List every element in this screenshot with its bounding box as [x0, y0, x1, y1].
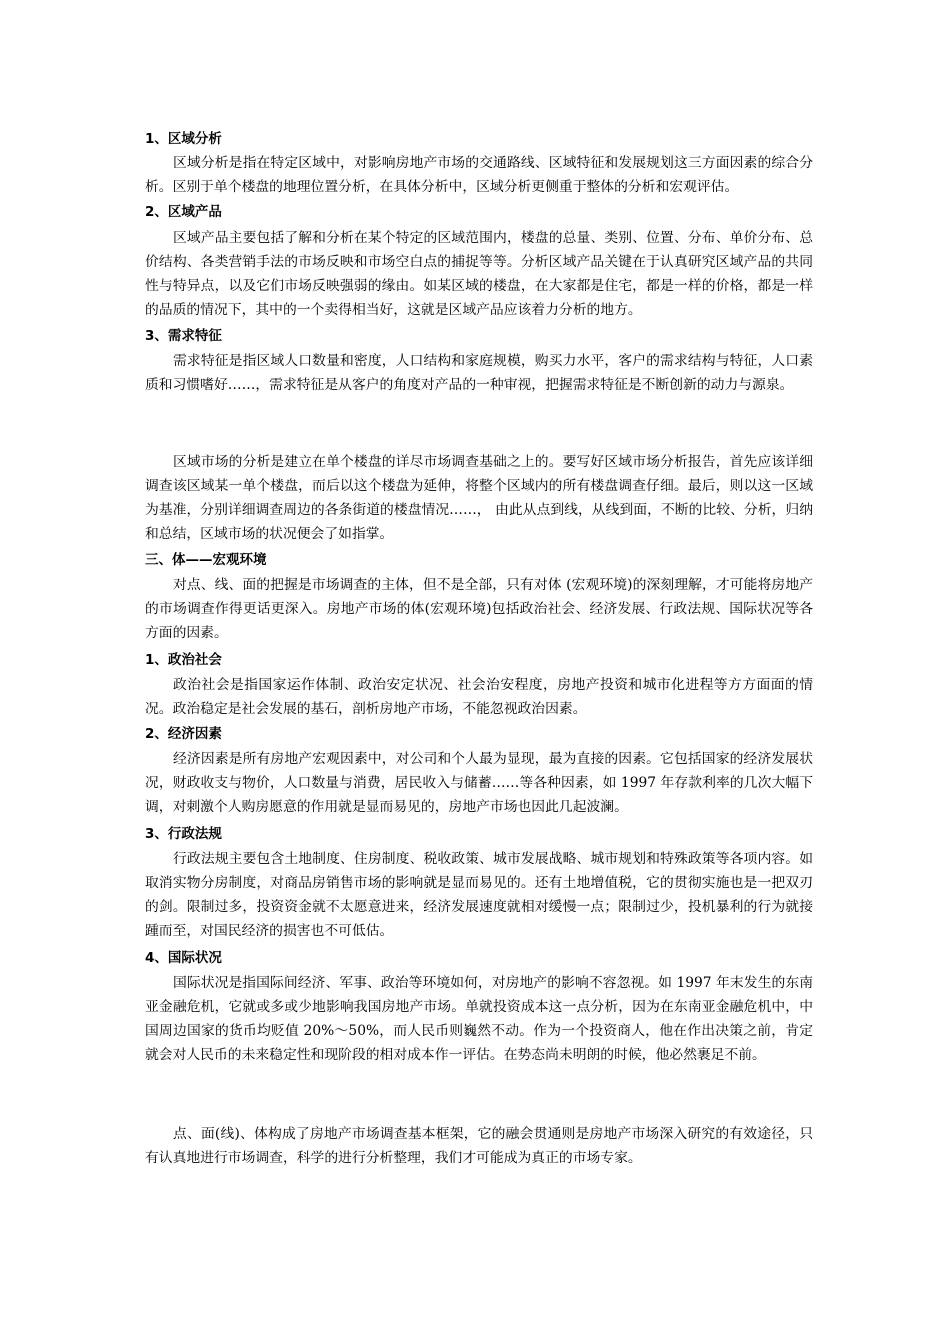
paragraph-international-situation: 国际状况是指国际间经济、军事、政治等环境如何，对房地产的影响不容忽视。如 1997 年末发生的东南亚金融危机，它就或多或少地影响我国房地产市场。单就投资成本这一点分析，因为在东南亚金融危机中，中国周边国家的货币均贬值 20%～50%，而人民币则巍然不动。作为一个投资商人，他在作出决策之前，肯定就会对人民币的未来稳定性和现阶段的相对成本作一评估。在势态尚未明朗的时候，他必然裹足不前。 [145, 975, 813, 1063]
paragraph-regional-analysis: 区域分析是指在特定区域中，对影响房地产市场的交通路线、区域特征和发展规划这三方面因素的综合分析。区别于单个楼盘的地理位置分析，在具体分析中，区域分析更侧重于整体的分析和宏观评估。 [145, 155, 813, 195]
section-heading-regional-products: 2、区域产品 [145, 204, 222, 220]
section-heading-international-situation: 4、国际状况 [145, 950, 222, 966]
paragraph-politics-society: 政治社会是指国家运作体制、政治安定状况、社会治安程度，房地产投资和城市化进程等方方面面的情况。政治稳定是社会发展的基石，剖析房地产市场，不能忽视政治因素。 [145, 677, 813, 717]
section-heading-administrative-regulations: 3、行政法规 [145, 826, 222, 842]
paragraph-macro-environment: 对点、线、面的把握是市场调查的主体，但不是全部，只有对体 (宏观环境)的深刻理解，才可能将房地产的市场调查作得更话更深入。房地产市场的体(宏观环境)包括政治社会、经济发展、行政法规、国际状况等各方面的因素。 [145, 577, 813, 641]
paragraph-administrative-regulations: 行政法规主要包含土地制度、住房制度、税收政策、城市发展战略、城市规划和特殊政策等各项内容。如取消实物分房制度，对商品房销售市场的影响就是显而易见的。还有土地增值税，它的贯彻实施也是一把双刃的剑。限制过多，投资资金就不太愿意进来，经济发展速度就相对缓慢一点；限制过少，投机暴利的行为就接踵而至，对国民经济的损害也不可低估。 [145, 851, 813, 939]
section-heading-demand-features: 3、需求特征 [145, 328, 222, 344]
section-heading-regional-analysis: 1、区域分析 [145, 131, 222, 147]
paragraph-regional-products: 区域产品主要包括了解和分析在某个特定的区域范围内，楼盘的总量、类别、位置、分布、单价分布、总价结构、各类营销手法的市场反映和市场空白点的捕捉等等。分析区域产品关键在于认真研究区域产品的共同性与特异点，以及它们市场反映强弱的缘由。如某区域的楼盘，在大家都是住宅，都是一样的价格，都是一样的品质的情况下，其中的一个卖得相当好，这就是区域产品应该着力分析的地方。 [145, 230, 813, 318]
section-heading-politics-society: 1、政治社会 [145, 652, 222, 668]
paragraph-conclusion: 点、面(线)、体构成了房地产市场调查基本框架，它的融会贯通则是房地产市场深入研究的有效途径，只有认真地进行市场调查，科学的进行分析整理，我们才可能成为真正的市场专家。 [145, 1126, 813, 1166]
paragraph-regional-market: 区域市场的分析是建立在单个楼盘的详尽市场调查基础之上的。要写好区域市场分析报告，首先应该详细调查该区域某一单个楼盘，而后以这个楼盘为延伸，将整个区域内的所有楼盘调查仔细。最后，则以这一区域为基准，分别详细调查周边的各条街道的楼盘情况……， 由此从点到线，从线到面，不断的比较、分析，归纳和总结，区域市场的状况便会了如指掌。 [145, 454, 813, 542]
section-heading-macro-environment: 三、体——宏观环境 [145, 552, 267, 568]
section-heading-economic-factors: 2、经济因素 [145, 726, 222, 742]
paragraph-demand-features: 需求特征是指区域人口数量和密度，人口结构和家庭规模，购买力水平，客户的需求结构与特征，人口素质和习惯嗜好……，需求特征是从客户的角度对产品的一种审视，把握需求特征是不断创新的动力与源泉。 [145, 353, 813, 393]
paragraph-economic-factors: 经济因素是所有房地产宏观因素中，对公司和个人最为显现，最为直接的因素。它包括国家的经济发展状况，财政收支与物价，人口数量与消费，居民收入与储蓄……等各种因素，如 1997 年存款利率的几次大幅下调，对刺激个人购房愿意的作用就是显而易见的，房地产市场也因此几起波澜。 [145, 751, 813, 815]
